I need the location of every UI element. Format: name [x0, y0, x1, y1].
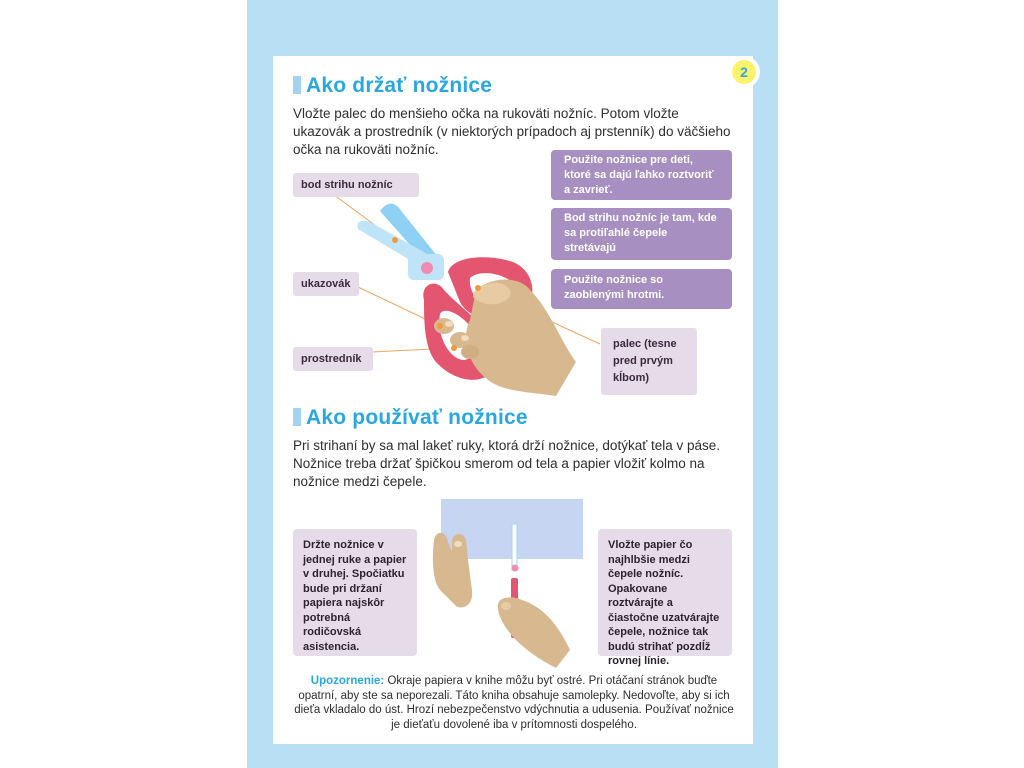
label-cut-point: bod strihu nožníc [293, 173, 419, 197]
right-hand [498, 597, 570, 668]
label-thumb: palec (tesne pred prvým kĺbom) [601, 328, 697, 395]
tip-rounded-tips: Použite nožnice so zaoblenými hrotmi. [551, 269, 732, 309]
label-middle-finger: prostredník [293, 347, 373, 371]
left-hand [433, 533, 472, 608]
section1-title: Ako držať nožnice [306, 74, 493, 97]
tip-child-scissors: Použite nožnice pre deti, ktoré sa dajú ľahko roztvoriť a zavrieť. [551, 150, 732, 200]
tip-cut-point: Bod strihu nožníc je tam, kde sa protiľahlé čepele stretávajú [551, 208, 732, 260]
warning-note [293, 674, 735, 732]
label-index-finger: ukazovák [293, 272, 359, 296]
section1-text: Vložte palec do menšieho očka na rukoväti nožníc. Potom vložte ukazovák a prostredník (v niektorých prípadoch aj prstenník) do väčšieho očka na rukoväti nožníc. [293, 106, 731, 157]
warning-text: Okraje papiera v knihe môžu byť ostré. Pri otáčaní stránok buďte opatrní, aby ste sa neporezali. Táto kniha obsahuje samolepky. Nedovoľte, aby si ich dieťa vkladalo do úst. Hrozí nebezpečenstvo vdýchnutia a udusenia. Používať nožnice je dieťaťu dovolené iba v prítomnosti dospelého. [294, 675, 734, 731]
section2-title: Ako používať nožnice [306, 406, 528, 429]
box-cutting-instructions: Vložte papier čo najhlbšie medzi čepele nožníc. Opakovane roztvárajte a čiastočne uzatvárajte čepele, nožnice tak budú strihať pozdĺž rovnej línie. [598, 529, 732, 656]
section2-text: Pri strihaní by sa mal lakeť ruky, ktorá drží nožnice, dotýkať tela v páse. Nožnice treba držať špičkou smerom od tela a papier vložiť kolmo na nožnice medzi čepele. [293, 438, 721, 489]
box-hold-instructions: Držte nožnice v jednej ruke a papier v druhej. Spočiatku bude pri držaní papiera najskôr potrebná rodičovská asistencia. [293, 529, 417, 656]
warning-label: Upozornenie: [310, 675, 385, 687]
page-number: 2 [732, 60, 756, 84]
